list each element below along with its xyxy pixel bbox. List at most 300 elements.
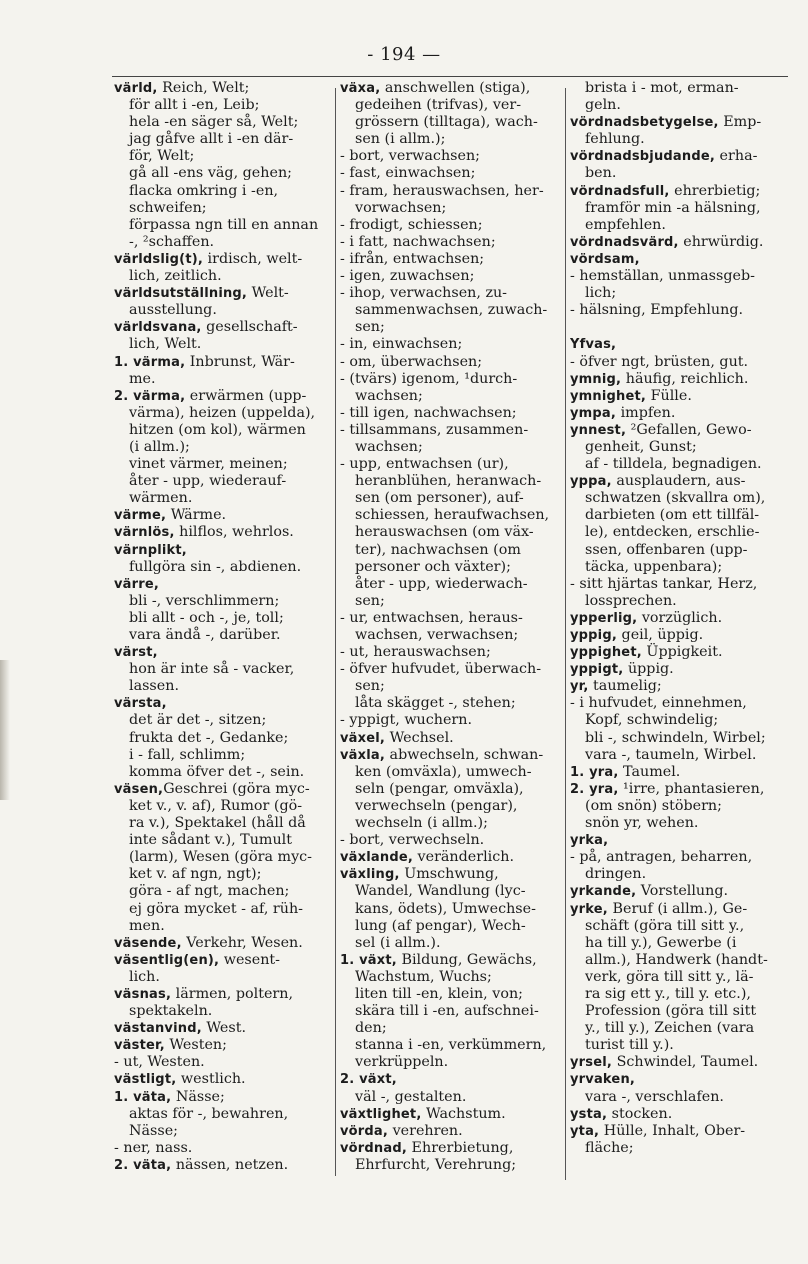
dictionary-line — [570, 952, 796, 969]
dictionary-line — [340, 883, 560, 900]
definition-text: täcka, uppenbara); — [585, 558, 723, 575]
headword: vördnadsfull, — [570, 183, 670, 199]
dictionary-line — [114, 849, 332, 866]
definition-text: - ifrån, entwachsen; — [340, 250, 485, 267]
definition-text: ²Gefallen, Gewo- — [626, 421, 752, 438]
dictionary-line — [114, 439, 332, 456]
headword: 1. yra, — [570, 764, 619, 780]
definition-text: Ehrfurcht, Verehrung; — [355, 1156, 517, 1173]
headword: världslig(t), — [114, 251, 204, 267]
definition-text: skära till i -en, aufschnei- — [355, 1003, 539, 1020]
definition-text: ken (omväxla), umwech- — [355, 763, 532, 780]
dictionary-entry-line — [114, 1037, 332, 1054]
header-rule — [112, 76, 788, 77]
dictionary-line — [570, 507, 796, 524]
definition-text: bli -, schwindeln, Wirbel; — [585, 729, 766, 746]
dictionary-line — [570, 1003, 796, 1020]
dictionary-line — [340, 148, 560, 165]
scan-shadow — [0, 660, 10, 800]
definition-text: Vorstellung. — [636, 883, 729, 900]
dictionary-line — [340, 815, 560, 832]
headword: 2. väta, — [114, 1157, 172, 1173]
definition-text: taumelig; — [588, 678, 662, 695]
headword: värld, — [114, 81, 158, 96]
definition-text: sen (i allm.); — [355, 131, 446, 148]
headword: vördnad, — [340, 1140, 407, 1156]
dictionary-entry-line — [570, 1071, 796, 1088]
headword: ysta, — [570, 1106, 608, 1122]
dictionary-entry-line — [570, 251, 796, 268]
definition-text: - ner, nass. — [114, 1139, 193, 1156]
definition-text: ket v., v. af), Rumor (gö- — [129, 797, 303, 814]
dictionary-line — [340, 542, 560, 559]
dictionary-entry-line — [570, 678, 796, 695]
dictionary-line — [340, 695, 560, 712]
headword: växlande, — [340, 850, 413, 866]
dictionary-line — [340, 712, 560, 729]
definition-text: wechseln (i allm.); — [355, 815, 488, 832]
definition-text: - bort, verwachsen; — [340, 148, 480, 165]
dictionary-line — [340, 336, 560, 353]
dictionary-line — [340, 405, 560, 422]
definition-text: - på, antragen, beharren, — [570, 849, 753, 866]
dictionary-entry-line — [114, 285, 332, 302]
dictionary-line — [340, 559, 560, 576]
dictionary-line — [114, 165, 332, 182]
definition-text: darbieten (om ett tillfäl- — [585, 507, 760, 524]
definition-text: ter), nachwachsen (om — [355, 541, 521, 558]
dictionary-entry-line — [570, 901, 796, 918]
dictionary-line — [340, 1054, 560, 1071]
column-divider — [565, 88, 566, 1180]
definition-text: Beruf (i allm.), Ge- — [607, 900, 748, 917]
dictionary-line — [114, 712, 332, 729]
definition-text: verehren. — [388, 1122, 463, 1139]
dictionary-column-3 — [570, 80, 796, 1157]
definition-text: frukta det -, Gedanke; — [129, 729, 289, 746]
definition-text: hela -en säger så, Welt; — [129, 114, 299, 131]
dictionary-line — [570, 935, 796, 952]
dictionary-line — [570, 268, 796, 285]
definition-text: hilflos, wehrlos. — [174, 524, 294, 541]
definition-text: - fast, einwachsen; — [340, 165, 476, 182]
definition-text: sammenwachsen, zuwach- — [355, 302, 548, 319]
dictionary-line — [114, 1106, 332, 1123]
dictionary-line — [570, 217, 796, 234]
dictionary-line — [340, 986, 560, 1003]
dictionary-line — [570, 559, 796, 576]
headword: värme, — [114, 508, 167, 524]
dictionary-line — [570, 798, 796, 815]
dictionary-line — [340, 268, 560, 285]
dictionary-line — [340, 183, 560, 200]
definition-text: lich, Welt. — [129, 336, 202, 353]
dictionary-entry-line — [570, 627, 796, 644]
dictionary-line — [570, 302, 796, 319]
definition-text: lich; — [585, 285, 617, 302]
definition-text: ben. — [585, 165, 617, 182]
definition-text: - upp, entwachsen (ur), — [340, 456, 509, 473]
dictionary-line — [114, 866, 332, 883]
headword: ymnighet, — [570, 388, 647, 404]
dictionary-line — [570, 1140, 796, 1157]
definition-text: (larm), Wesen (göra myc- — [129, 849, 312, 866]
dictionary-line — [114, 148, 332, 165]
definition-text: sen; — [355, 319, 385, 336]
dictionary-line — [570, 131, 796, 148]
headword: värre, — [114, 576, 160, 592]
definition-text: framför min -a hälsning, — [585, 199, 761, 216]
headword: yrke, — [570, 901, 608, 917]
dictionary-line — [570, 969, 796, 986]
dictionary-line — [340, 627, 560, 644]
dictionary-line — [340, 200, 560, 217]
definition-text: Wärme. — [166, 507, 227, 524]
definition-text: Wandel, Wandlung (lyc- — [355, 883, 526, 900]
dictionary-line — [340, 593, 560, 610]
definition-text: verwechseln (pengar), — [355, 797, 518, 814]
dictionary-line — [340, 371, 560, 388]
definition-text: Westen; — [164, 1037, 227, 1054]
headword: väsentlig(en), — [114, 952, 220, 968]
dictionary-line — [570, 80, 796, 97]
headword: yppigt, — [570, 662, 624, 678]
dictionary-line — [114, 627, 332, 644]
dictionary-line — [570, 695, 796, 712]
definition-text: geil, üppig. — [617, 627, 704, 643]
definition-text: (om snön) stöbern; — [585, 797, 722, 814]
dictionary-entry-line — [340, 866, 560, 883]
dictionary-line — [114, 1140, 332, 1157]
definition-text: ehrwürdig. — [678, 233, 764, 250]
dictionary-line — [340, 165, 560, 182]
definition-text: Reich, Welt; — [157, 80, 250, 96]
definition-text: Welt- — [247, 285, 289, 302]
definition-text: vorwachsen; — [355, 199, 447, 216]
definition-text: ¹irre, phantasieren, — [618, 780, 765, 797]
dictionary-entry-line — [114, 986, 332, 1003]
dictionary-line — [114, 730, 332, 747]
page-number: - 194 — — [367, 44, 441, 65]
dictionary-line — [340, 661, 560, 678]
definition-text: - fram, herauswachsen, her- — [340, 182, 544, 199]
dictionary-line — [114, 1123, 332, 1140]
dictionary-line — [570, 849, 796, 866]
dictionary-line — [570, 1089, 796, 1106]
headword: yppighet, — [570, 645, 642, 661]
definition-text: wachsen, verwachsen; — [355, 627, 519, 643]
dictionary-entry-line — [570, 148, 796, 165]
definition-text: le), entdecken, erschlie- — [585, 524, 760, 541]
definition-text: kans, ödets), Umwechse- — [355, 900, 536, 917]
dictionary-entry-line — [114, 781, 332, 798]
dictionary-entry-line — [114, 576, 332, 593]
definition-text: åter - upp, wiederauf- — [129, 473, 287, 490]
definition-text: - om, überwachsen; — [340, 353, 483, 370]
definition-text: y., till y.), Zeichen (vara — [585, 1020, 755, 1037]
dictionary-entry-line — [570, 371, 796, 388]
headword: yrka, — [570, 833, 609, 849]
dictionary-entry-line — [114, 695, 332, 712]
dictionary-entry-line — [570, 832, 796, 849]
dictionary-line — [114, 901, 332, 918]
dictionary-line — [340, 422, 560, 439]
definition-text: hon är inte så - vacker, — [129, 661, 295, 678]
dictionary-line — [340, 319, 560, 336]
definition-text: - yppigt, wuchern. — [340, 712, 473, 729]
dictionary-line — [340, 764, 560, 781]
definition-text: genheit, Gunst; — [585, 438, 697, 455]
dictionary-line — [340, 1089, 560, 1106]
definition-text: Schwindel, Taumel. — [612, 1054, 759, 1071]
dictionary-entry-line — [570, 1123, 796, 1140]
dictionary-line — [570, 815, 796, 832]
headword: 2. värma, — [114, 388, 186, 404]
dictionary-entry-line — [114, 1020, 332, 1037]
definition-text: Emp- — [718, 114, 762, 131]
definition-text: heranblühen, heranwach- — [355, 473, 542, 490]
definition-text: - bort, verwechseln. — [340, 832, 485, 849]
dictionary-line — [114, 969, 332, 986]
headword: 1. värma, — [114, 354, 186, 370]
dictionary-line — [340, 918, 560, 935]
dictionary-line — [570, 866, 796, 883]
dictionary-column-1 — [114, 80, 332, 1174]
dictionary-entry-line — [570, 405, 796, 422]
headword: västligt, — [114, 1072, 177, 1088]
dictionary-line — [114, 268, 332, 285]
definition-text: wärmen. — [129, 490, 193, 507]
headword: världsvana, — [114, 320, 202, 336]
definition-text: bli -, verschlimmern; — [129, 592, 280, 609]
definition-text: - i fatt, nachwachsen; — [340, 233, 496, 250]
definition-text: lung (af pengar), Wech- — [355, 917, 526, 934]
definition-text: allm.), Handwerk (handt- — [585, 951, 768, 968]
definition-text: Nässe; — [171, 1088, 225, 1105]
dictionary-line — [114, 1003, 332, 1020]
definition-text: me. — [129, 370, 156, 387]
definition-text: Wechsel. — [385, 729, 454, 746]
definition-text: West. — [201, 1020, 247, 1037]
definition-text: lossprechen. — [585, 592, 677, 609]
definition-text: fullgöra sin -, abdienen. — [129, 558, 302, 575]
dictionary-line — [570, 918, 796, 935]
headword: ynnest, — [570, 422, 627, 438]
definition-text: - ut, herauswachsen; — [340, 644, 491, 661]
dictionary-entry-line — [570, 183, 796, 200]
definition-text: anschwellen (stiga), — [380, 80, 531, 96]
dictionary-line — [114, 883, 332, 900]
dictionary-line — [570, 456, 796, 473]
definition-text: flacka omkring i -en, — [129, 182, 279, 199]
definition-text: - till igen, nachwachsen; — [340, 404, 517, 421]
dictionary-line — [114, 183, 332, 200]
dictionary-entry-line — [340, 747, 560, 764]
definition-text: ssen, offenbaren (upp- — [585, 541, 748, 558]
dictionary-line — [114, 593, 332, 610]
headword: yr, — [570, 679, 589, 695]
definition-text: Kopf, schwindelig; — [585, 712, 719, 729]
definition-text: ra v.), Spektakel (håll då — [129, 815, 306, 832]
definition-text: Wachstum. — [421, 1105, 506, 1122]
dictionary-entry-line — [340, 80, 560, 97]
dictionary-line — [340, 935, 560, 952]
dictionary-entry-line — [340, 1071, 560, 1088]
definition-text: abwechseln, schwan- — [385, 746, 544, 763]
dictionary-line — [570, 285, 796, 302]
dictionary-line — [340, 354, 560, 371]
headword: väster, — [114, 1038, 165, 1054]
definition-text: ket v. af ngn, ngt); — [129, 866, 262, 883]
definition-text: üppig. — [623, 661, 674, 678]
definition-text: gedeihen (trifvas), ver- — [355, 97, 522, 114]
definition-text: vara -, taumeln, Wirbel. — [585, 746, 757, 763]
dictionary-entry-line — [114, 319, 332, 336]
headword: världsutställning, — [114, 286, 248, 302]
dictionary-entry-line — [114, 524, 332, 541]
dictionary-entry-line — [570, 422, 796, 439]
dictionary-entry-line — [114, 935, 332, 952]
definition-text: erwärmen (upp- — [185, 387, 307, 404]
headword: 2. yra, — [570, 781, 619, 797]
definition-text: Hülle, Inhalt, Ober- — [599, 1122, 746, 1139]
definition-text: väl -, gestalten. — [355, 1088, 467, 1105]
definition-text: erha- — [715, 148, 758, 165]
definition-text: schäft (göra till sitt y., — [585, 917, 745, 934]
dictionary-line — [340, 610, 560, 627]
dictionary-entry-line — [114, 388, 332, 405]
dictionary-line — [340, 798, 560, 815]
dictionary-line — [114, 217, 332, 234]
definition-text: stocken. — [607, 1105, 673, 1122]
definition-text: bli allt - och -, je, toll; — [129, 609, 284, 626]
dictionary-line — [570, 593, 796, 610]
dictionary-line — [114, 456, 332, 473]
definition-text: förpassa ngn till en annan — [129, 216, 319, 233]
dictionary-line — [114, 97, 332, 114]
dictionary-entry-line — [570, 610, 796, 627]
dictionary-line — [114, 1054, 332, 1071]
definition-text: komma öfver det -, sein. — [129, 763, 305, 780]
dictionary-line — [340, 114, 560, 131]
dictionary-entry-line — [570, 388, 796, 405]
dictionary-entry-line — [570, 1054, 796, 1071]
headword: värsta, — [114, 696, 167, 712]
definition-text: Profession (göra till sitt — [585, 1003, 757, 1020]
headword: 1. väta, — [114, 1089, 172, 1105]
definition-text: westlich. — [176, 1071, 246, 1088]
dictionary-line — [570, 576, 796, 593]
dictionary-line — [114, 815, 332, 832]
definition-text: empfehlen. — [585, 216, 666, 233]
definition-text: herauswachsen (om väx- — [355, 524, 534, 541]
definition-text: ausstellung. — [129, 302, 217, 319]
definition-text: stanna i -en, verkümmern, — [355, 1037, 547, 1054]
dictionary-line — [114, 131, 332, 148]
definition-text: Taumel. — [618, 763, 681, 780]
headword: värst, — [114, 645, 158, 661]
definition-text: grössern (tilltaga), wach- — [355, 114, 538, 131]
dictionary-line — [114, 490, 332, 507]
definition-text: men. — [129, 917, 165, 934]
dictionary-entry-line — [340, 1140, 560, 1157]
dictionary-line — [570, 747, 796, 764]
headword: väsende, — [114, 935, 182, 951]
definition-text: spektakeln. — [129, 1003, 213, 1020]
definition-text: verk, göra till sitt y., lä- — [585, 968, 754, 985]
dictionary-entry-line — [570, 234, 796, 251]
dictionary-entry-line — [570, 473, 796, 490]
headword: ypperlig, — [570, 610, 638, 626]
dictionary-entry-line — [114, 644, 332, 661]
headword: växtlighet, — [340, 1106, 422, 1122]
dictionary-entry-line — [340, 1123, 560, 1140]
definition-text: (i allm.); — [129, 438, 190, 455]
dictionary-line — [114, 559, 332, 576]
definition-text: - ihop, verwachsen, zu- — [340, 285, 508, 302]
definition-text: Umschwung, — [399, 866, 499, 883]
definition-text: verkrüppeln. — [355, 1054, 449, 1071]
dictionary-entry-line — [570, 781, 796, 798]
dictionary-line — [340, 285, 560, 302]
dictionary-entry-line — [114, 542, 332, 559]
dictionary-line — [340, 456, 560, 473]
definition-text: ha till y.), Gewerbe (i — [585, 934, 737, 951]
headword: vördnadsbjudande, — [570, 149, 716, 165]
dictionary-line — [114, 798, 332, 815]
dictionary-entry-line — [570, 883, 796, 900]
dictionary-line — [570, 542, 796, 559]
definition-text: - (tvärs) igenom, ¹durch- — [340, 370, 518, 387]
definition-text: - igen, zuwachsen; — [340, 268, 475, 285]
definition-text: inte sådant v.), Tumult — [129, 832, 292, 849]
dictionary-line — [570, 712, 796, 729]
dictionary-line — [114, 336, 332, 353]
dictionary-line — [340, 901, 560, 918]
dictionary-line — [570, 490, 796, 507]
dictionary-line — [114, 832, 332, 849]
dictionary-entry-line — [340, 849, 560, 866]
dictionary-entry-line — [114, 80, 332, 97]
definition-text: vara -, verschlafen. — [585, 1088, 724, 1105]
definition-text: aktas för -, bewahren, — [129, 1105, 289, 1122]
dictionary-line — [340, 524, 560, 541]
dictionary-line — [340, 1037, 560, 1054]
column-divider — [335, 88, 336, 1176]
dictionary-entry-line — [114, 507, 332, 524]
definition-text: - i hufvudet, einnehmen, — [570, 695, 747, 712]
definition-text: snön yr, wehen. — [585, 815, 699, 832]
dictionary-entry-line — [114, 1071, 332, 1088]
dictionary-line — [114, 200, 332, 217]
definition-text: gå all -ens väg, gehen; — [129, 165, 292, 182]
headword: yrkande, — [570, 884, 637, 900]
definition-text: af - tilldela, begnadigen. — [585, 456, 762, 473]
definition-text: - ur, entwachsen, heraus- — [340, 609, 523, 626]
dictionary-line — [114, 764, 332, 781]
dictionary-column-2 — [340, 80, 560, 1174]
definition-text: för allt i -en, Leib; — [129, 97, 260, 114]
definition-text: seln (pengar, omväxla), — [355, 780, 524, 797]
definition-text: fehlung. — [585, 131, 645, 148]
definition-text: - hemställan, unmassgeb- — [570, 268, 755, 285]
headword: yrsel, — [570, 1055, 613, 1071]
definition-text: wesent- — [219, 951, 281, 968]
definition-text: veränderlich. — [412, 849, 514, 866]
dictionary-entry-line — [340, 730, 560, 747]
dictionary-line — [570, 97, 796, 114]
definition-text: häufig, reichlich. — [621, 370, 749, 387]
